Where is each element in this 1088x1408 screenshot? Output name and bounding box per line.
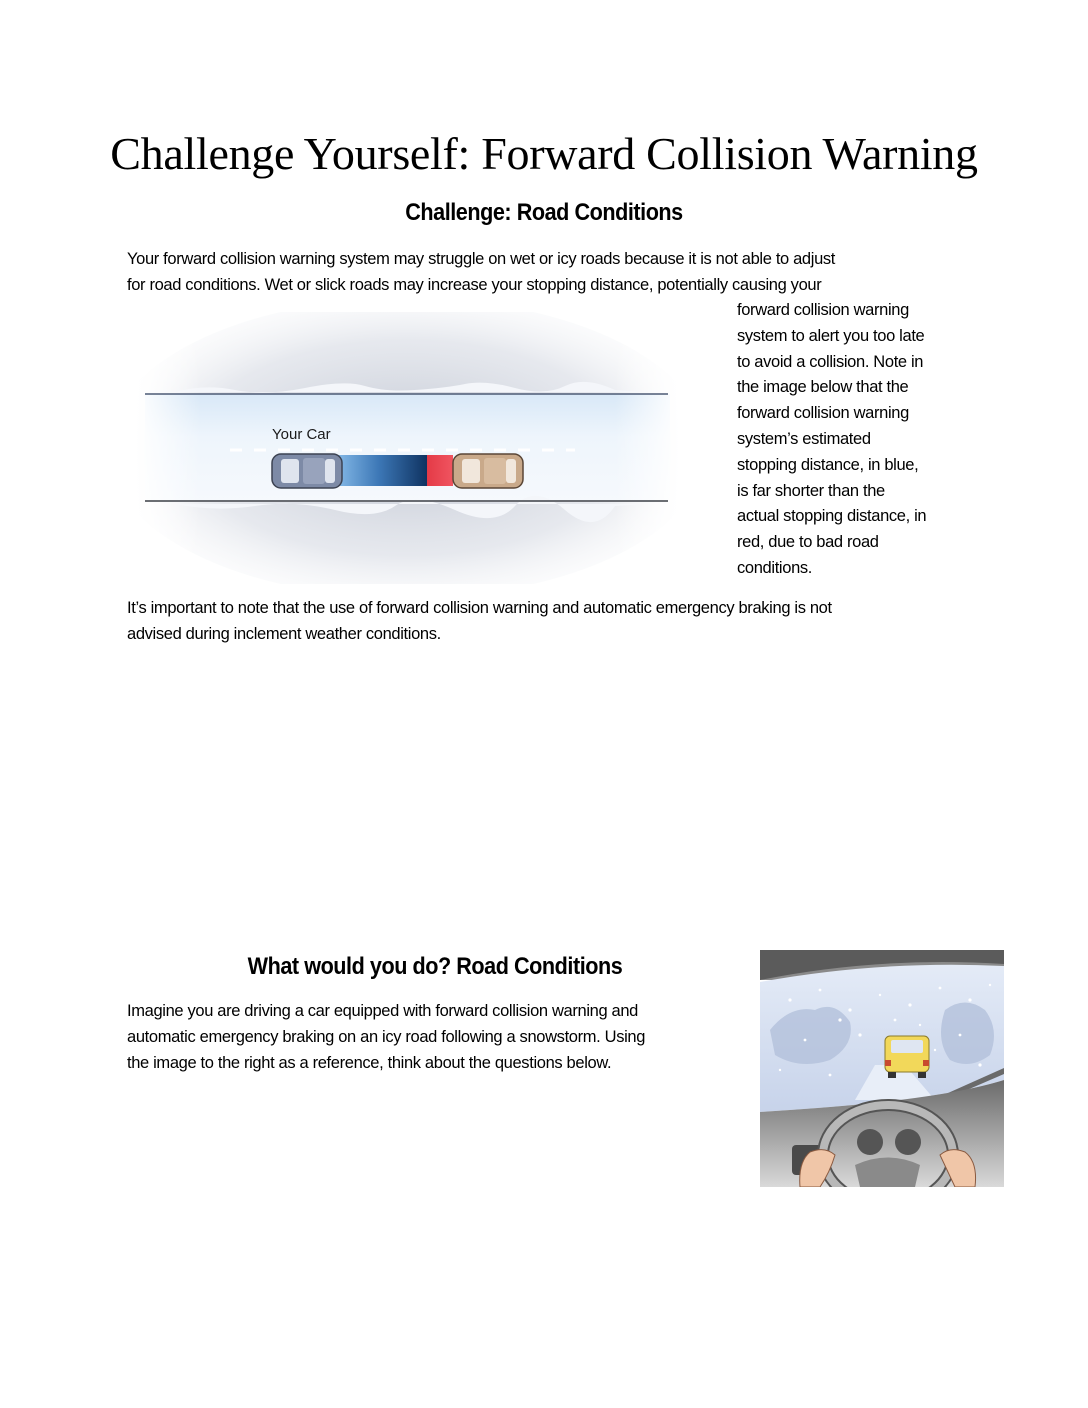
text-line: system to alert you too late [737, 326, 925, 345]
text-line: advised during inclement weather conditions. [127, 624, 441, 643]
lead-car-icon [885, 1036, 929, 1078]
what-would-you-do-heading: What would you do? Road Conditions [247, 953, 623, 980]
section-heading-what-would-you-do [120, 952, 750, 982]
scenario-paragraph [127, 999, 747, 1076]
text-line: the image to the right as a reference, think about the questions below. [127, 1053, 612, 1072]
page-title: Challenge Yourself: Forward Collision Warning [110, 128, 978, 179]
your-car-icon [272, 454, 342, 488]
text-line: for road conditions. Wet or slick roads may increase your stopping distance, potentially causing your [127, 275, 822, 294]
estimated-stopping-distance-bar [331, 455, 427, 486]
text-line: automatic emergency braking on an icy road following a snowstorm. Using [127, 1027, 646, 1046]
text-line: Imagine you are driving a car equipped with forward collision warning and [127, 1002, 638, 1020]
text-line: red, due to bad road [737, 533, 879, 552]
stopping-distance-illustration [135, 312, 680, 584]
weather-note-paragraph [127, 596, 972, 648]
text-line: actual stopping distance, in [737, 507, 927, 526]
actual-stopping-distance-bar [427, 455, 453, 486]
intro-paragraph [127, 247, 957, 299]
text-line: conditions. [737, 558, 813, 577]
text-line: It’s important to note that the use of forward collision warning and automatic emergency braking is not [127, 599, 832, 617]
text-line: the image below that the [737, 378, 909, 397]
text-line: forward collision warning [737, 404, 909, 423]
driver-view-illustration [760, 950, 1004, 1187]
intro-paragraph-continued [737, 298, 972, 582]
snowy-tree-right [941, 1003, 994, 1065]
text-line: Your forward collision warning system may struggle on wet or icy roads because it is not able to adjust [127, 250, 836, 268]
lead-car-icon [453, 454, 523, 488]
section-heading-challenge [0, 198, 1088, 228]
text-line: stopping distance, in blue, [737, 455, 919, 474]
challenge-heading: Challenge: Road Conditions [405, 199, 683, 226]
text-line: system’s estimated [737, 429, 871, 448]
text-line: forward collision warning [737, 301, 909, 319]
your-car-label: Your Car [272, 426, 331, 443]
text-line: to avoid a collision. Note in [737, 352, 924, 371]
text-line: is far shorter than the [737, 481, 885, 500]
